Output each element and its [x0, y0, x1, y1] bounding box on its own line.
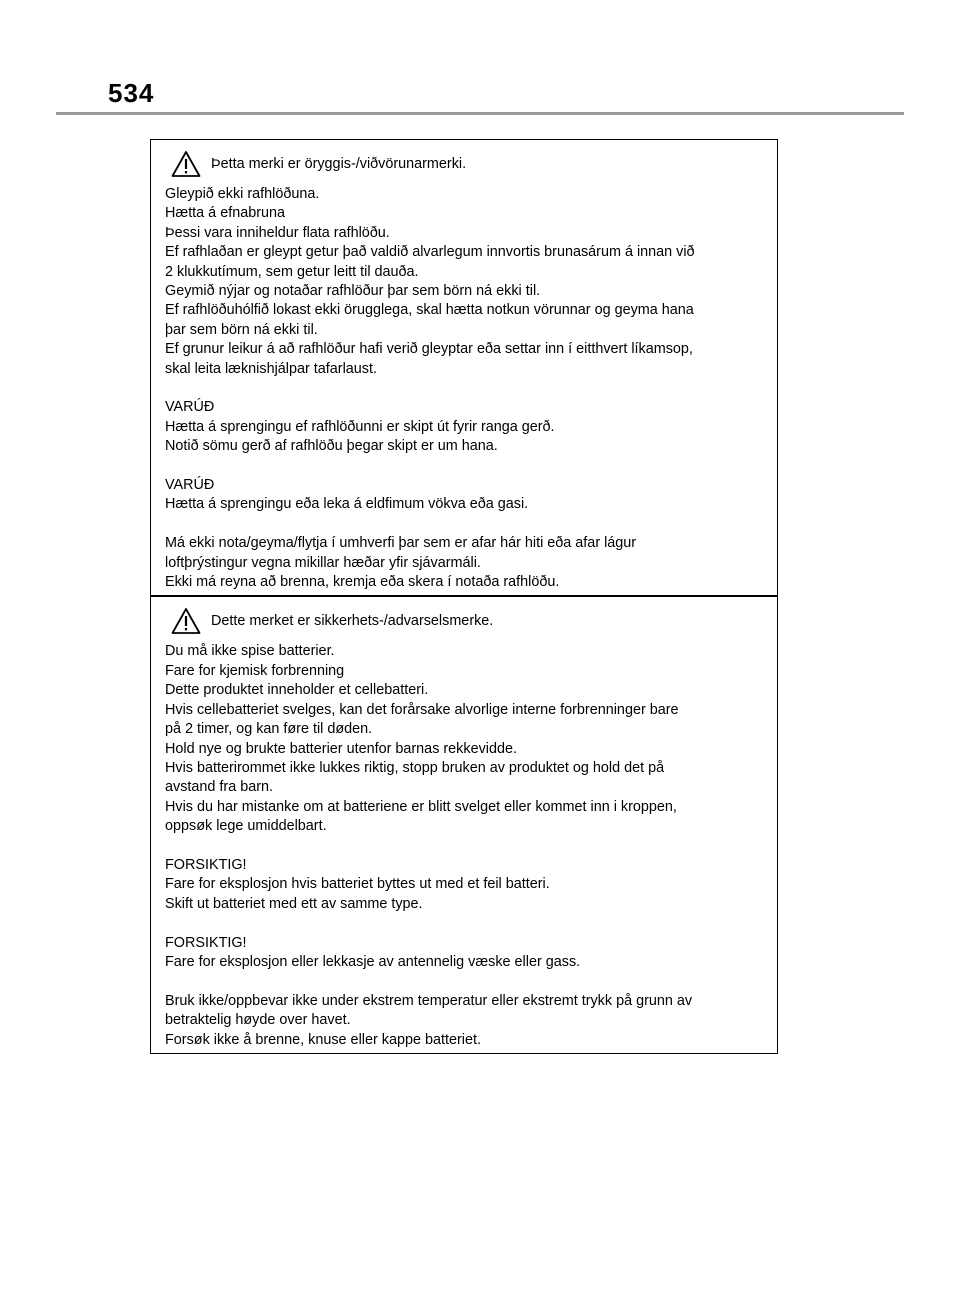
text-line: Bruk ikke/oppbevar ikke under ekstrem temperatur eller ekstremt trykk på grunn av [165, 992, 693, 1009]
text-line: betraktelig høyde over havet. [165, 1012, 351, 1029]
paragraph-gap [165, 837, 767, 856]
text-line: Gleypið ekki rafhlöðuna. [165, 186, 320, 202]
text-line: Ef grunur leikur á að rafhlöður hafi verið gleyptar eða settar inn í eitthvert líkamsop, [165, 341, 693, 358]
text-line: Dette produktet inneholder et cellebatteri. [165, 682, 429, 699]
text-line: skal leita læknishjálpar tafarlaust. [165, 360, 377, 377]
warning-table [150, 139, 778, 1054]
text-line: 2 klukkutímum, sem getur leitt til dauða. [165, 263, 419, 280]
paragraph [165, 185, 767, 379]
paragraph [165, 476, 767, 515]
text-line: Ef rafhlaðan er gleypt getur það valdið alvarlegum innvortis brunasárum á innan við [165, 244, 695, 261]
header-rule [56, 112, 904, 115]
paragraph [165, 534, 767, 592]
section-heading-text: Dette merket er sikkerhets-/advarselsmerke. [211, 612, 494, 629]
section-body [165, 642, 767, 1049]
warning-triangle-icon [171, 607, 201, 635]
paragraph-gap [165, 972, 767, 991]
text-line: VARÚÐ [165, 399, 215, 416]
paragraph-gap [165, 515, 767, 534]
text-line: Hætta á efnabruna [165, 205, 286, 222]
paragraph-gap [165, 457, 767, 476]
warning-section-norwegian [151, 595, 777, 1052]
text-line: VARÚÐ [165, 477, 215, 494]
section-heading-text: Þetta merki er öryggis-/viðvörunarmerki. [211, 155, 467, 172]
text-line: Fare for eksplosjon hvis batteriet byttes ut med et feil batteri. [165, 876, 550, 893]
text-line: Du må ikke spise batterier. [165, 643, 335, 660]
text-line: Hvis cellebatteriet svelges, kan det forårsake alvorlige interne forbrenninger bare [165, 701, 679, 718]
paragraph [165, 398, 767, 456]
text-line: Forsøk ikke å brenne, knuse eller kappe batteriet. [165, 1031, 481, 1048]
text-line: Þessi vara inniheldur flata rafhlöðu. [165, 224, 390, 241]
text-line: Hvis batterirommet ikke lukkes riktig, stopp bruken av produktet og hold det på [165, 759, 665, 776]
text-line: Fare for kjemisk forbrenning [165, 662, 345, 679]
text-line: Ef rafhlöðuhólfið lokast ekki örugglega, skal hætta notkun vörunnar og geyma hana [165, 302, 694, 319]
text-line: Notið sömu gerð af rafhlöðu þegar skipt er um hana. [165, 438, 498, 455]
text-line: FORSIKTIG! [165, 934, 247, 951]
warning-section-icelandic [151, 140, 777, 595]
paragraph-gap [165, 914, 767, 933]
text-line: avstand fra barn. [165, 779, 273, 796]
text-line: Má ekki nota/geyma/flytja í umhverfi þar sem er afar hár hiti eða afar lágur [165, 535, 637, 552]
text-line: oppsøk lege umiddelbart. [165, 818, 327, 835]
text-line: FORSIKTIG! [165, 856, 247, 873]
text-line: Ekki má reyna að brenna, kremja eða skera í notaða rafhlöðu. [165, 574, 560, 591]
paragraph [165, 934, 767, 973]
text-line: Hvis du har mistanke om at batteriene er blitt svelget eller kommet inn i kroppen, [165, 798, 677, 815]
warning-triangle-icon [171, 150, 201, 178]
text-line: Hætta á sprengingu eða leka á eldfimum vökva eða gasi. [165, 496, 529, 513]
text-line: loftþrýstingur vegna mikillar hæðar yfir sjávarmáli. [165, 554, 481, 571]
paragraph [165, 856, 767, 914]
text-line: Hold nye og brukte batterier utenfor barnas rekkevidde. [165, 740, 517, 757]
paragraph [165, 642, 767, 836]
section-body [165, 185, 767, 592]
text-line: på 2 timer, og kan føre til døden. [165, 721, 373, 738]
text-line: Geymið nýjar og notaðar rafhlöður þar sem börn ná ekki til. [165, 283, 541, 300]
text-line: Fare for eksplosjon eller lekkasje av antennelig væske eller gass. [165, 953, 581, 970]
text-line: Skift ut batteriet med ett av samme type. [165, 895, 423, 912]
text-line: þar sem börn ná ekki til. [165, 321, 318, 338]
page-number: 534 [108, 78, 155, 108]
section-heading [165, 604, 767, 638]
section-heading [165, 147, 767, 181]
paragraph [165, 992, 767, 1050]
text-line: Hætta á sprengingu ef rafhlöðunni er skipt út fyrir ranga gerð. [165, 418, 555, 435]
paragraph-gap [165, 379, 767, 398]
